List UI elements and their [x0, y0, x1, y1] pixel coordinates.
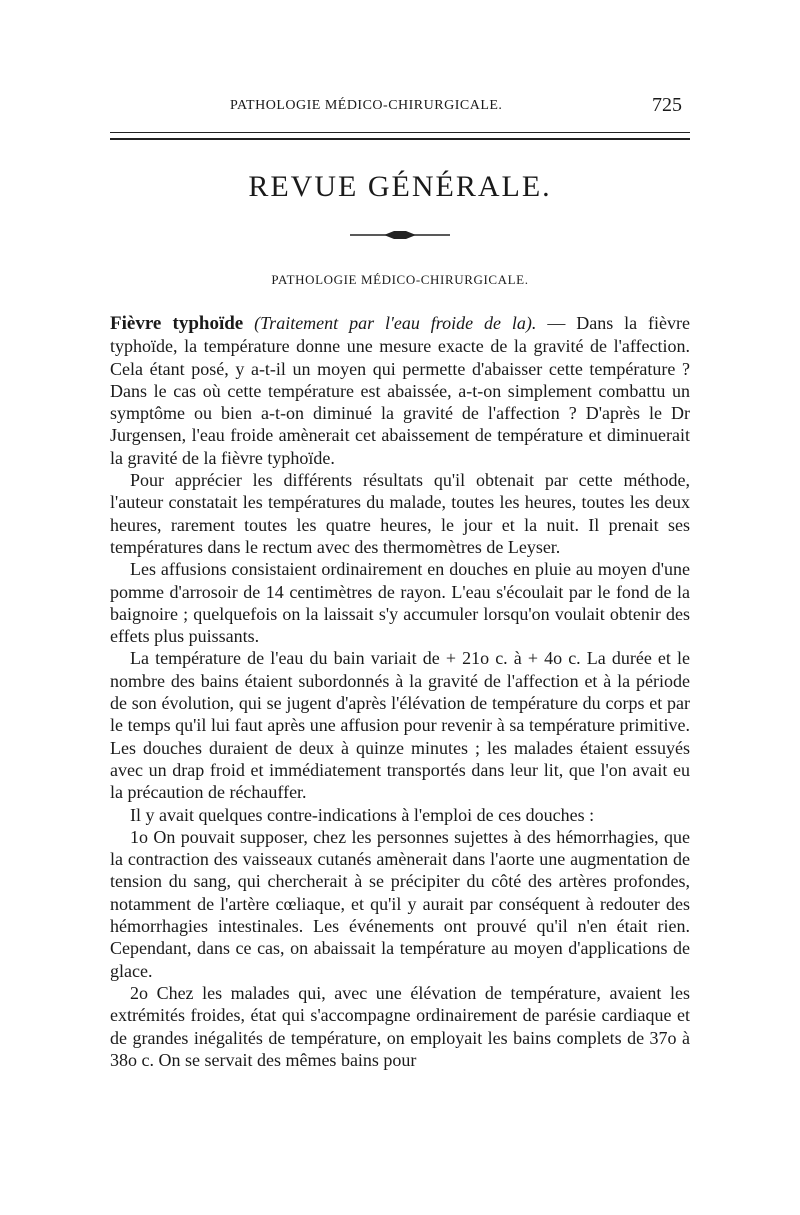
- paragraph: [110, 312, 690, 469]
- section-title: PATHOLOGIE MÉDICO-CHIRURGICALE.: [271, 272, 529, 287]
- article-body: [110, 312, 690, 1071]
- paragraph: 1o On pouvait supposer, chez les personnes sujettes à des hémorrhagies, que la contraction des vaisseaux cutanés amènerait dans l'aorte une augmentation de tension du sang, qui chercherait à se précipiter du côté des artères profondes, notamment de l'artère cœliaque, et qu'il y aurait par conséquent à redouter des hémorrhagies intestinales. Les événements ont prouvé qu'il n'en était rien. Cependant, dans ce cas, on abaissait la température au moyen d'applications de glace.: [110, 826, 690, 981]
- document-page: [110, 0, 690, 1215]
- page-number: 725: [652, 94, 682, 116]
- paragraph: Pour apprécier les différents résultats qu'il obtenait par cette méthode, l'auteur constatait les températures du malade, toutes les heures, toutes les deux heures, rarement toutes les quatre heures, le jour et la nuit. Il prenait ses températures dans le rectum avec des thermomètres de Leyser.: [110, 470, 690, 557]
- running-title: PATHOLOGIE MÉDICO-CHIRURGICALE.: [230, 98, 503, 113]
- header-rule: [110, 132, 690, 140]
- page-title: REVUE GÉNÉRALE.: [248, 170, 552, 203]
- ornament-divider-icon: [350, 228, 450, 242]
- paragraph: La température de l'eau du bain variait de + 21o c. à + 4o c. La durée et le nombre des bains étaient subordonnés à la gravité de l'affection et à la période de son évolution, qui se jugent d'après l'élévation de température du corps et par le temps qu'il lui faut après une affusion pour revenir à sa température primitive. Les douches duraient de deux à quinze minutes ; les malades étaient essuyés avec un drap froid et immédiatement transportés dans leur lit, que l'on avait eu la précaution de réchauffer.: [110, 648, 690, 803]
- article-lead: Fièvre typhoïde: [110, 313, 244, 334]
- paragraph-text: — Dans la fièvre typhoïde, la température donne une mesure exacte de la gravité de l'affection. Cela étant posé, y a-t-il un moyen qui permette d'abaisser cette température ? Dans le cas où cette température est abaissée, a-t-on simplement combattu un symptôme ou bien a-t-on diminué la gravité de l'affection ? D'après le Dr Jurgensen, l'eau froide amènerait cet abaissement de température et diminuerait la gravité de la fièvre typhoïde.: [110, 313, 691, 468]
- paragraph: Il y avait quelques contre-indications à l'emploi de ces douches :: [130, 804, 595, 825]
- paragraph: Les affusions consistaient ordinairement en douches en pluie au moyen d'une pomme d'arrosoir de 14 centimètres de rayon. L'eau s'écoulait par le fond de la baignoire ; quelquefois on la laissait s'y accumuler lorsqu'on voulait obtenir des effets plus puissants.: [110, 559, 690, 647]
- running-head: [110, 96, 690, 120]
- paragraph: 2o Chez les malades qui, avec une élévation de température, avaient les extrémités froides, état qui s'accompagne ordinairement de parésie cardiaque et de grandes inégalités de température, on employait les bains complets de 37o à 38o c. On se servait des mêmes bains pour: [110, 982, 690, 1070]
- article-subtitle: (Traitement par l'eau froide de la).: [254, 313, 537, 333]
